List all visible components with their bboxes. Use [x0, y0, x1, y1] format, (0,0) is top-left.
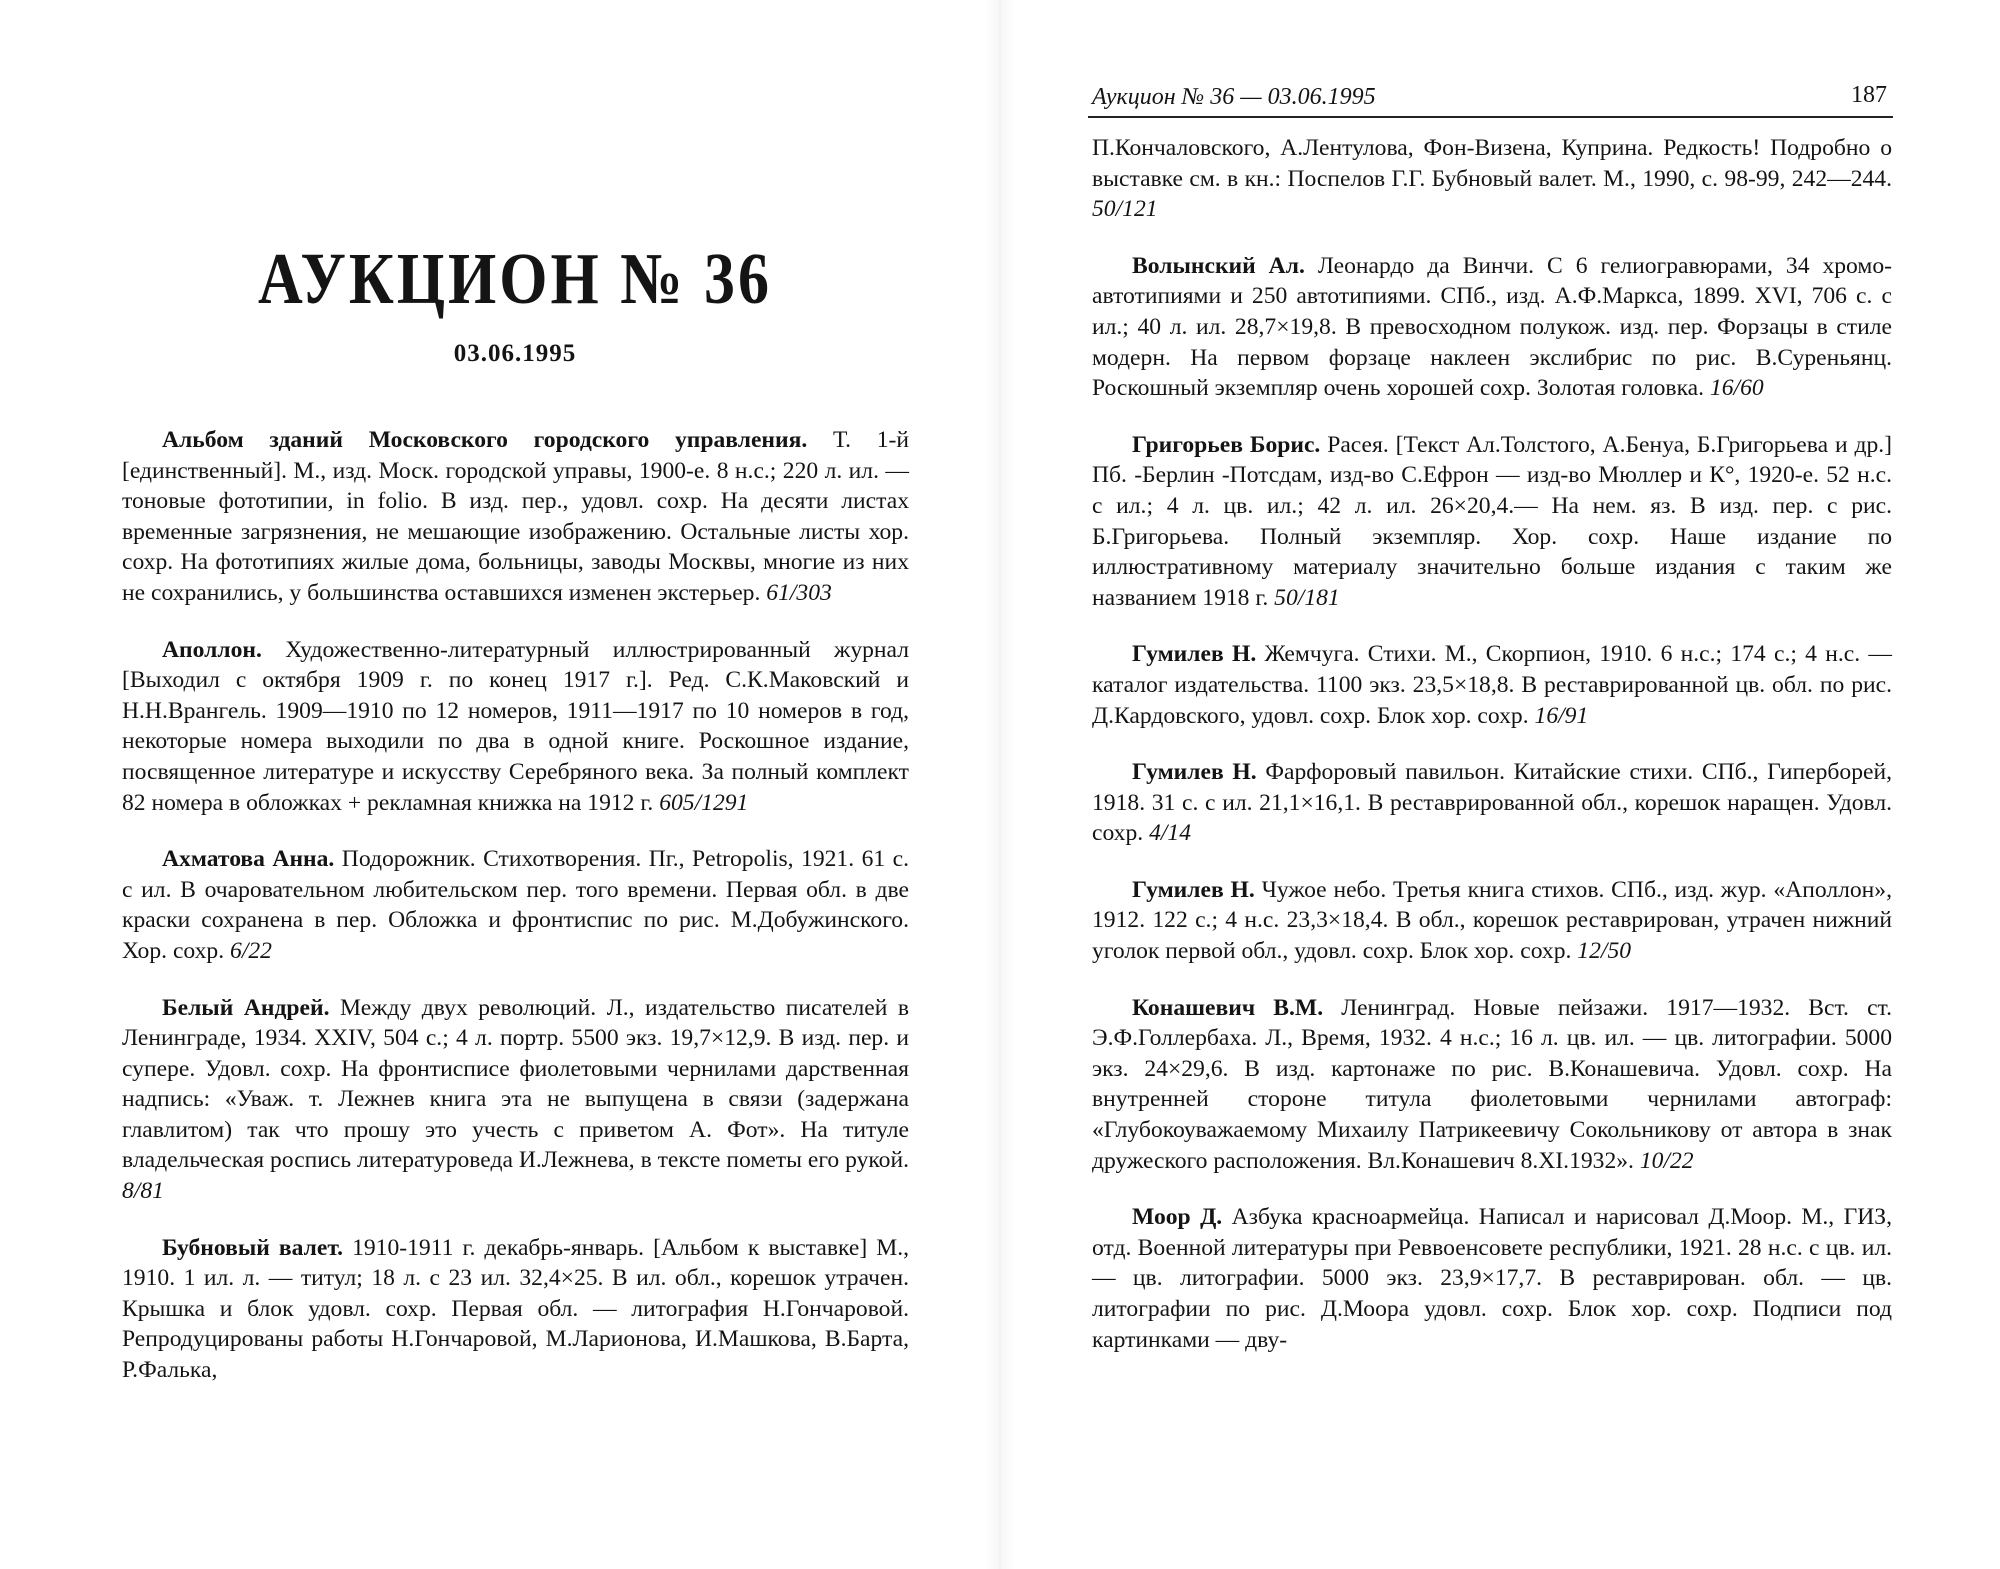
entry-text: Азбука красноармейца. Написал и нарисовал Д.Моор. М., ГИЗ, отд. Военной литературы при Реввоенсовете республики, 1921. 28 н.с. с цв. ил. — цв. литографии. 5000 экз. 23,9×17,7. В реставрирован. обл. — цв. литографии по рис. Д.Моора удовл. сохр. Блок хор. сохр. Подписи под картинками — дву- [1092, 1204, 1892, 1353]
entry-author: Гумилев Н. [1132, 641, 1257, 668]
entry-text: П.Кончаловского, А.Лентулова, Фон-Визена, Куприна. Редкость! Подробно о выставке см. в кн.: Поспелов Г.Г. Бубновый валет. М., 1990, с. 98-99, 242—244. [1092, 135, 1892, 192]
entry-text: Расея. [Текст Ал.Толстого, А.Бенуа, Б.Григорьева и др.] Пб. -Берлин -Потсдам, изд-во С.Ефрон — изд-во Мюллер и К°, 1920-е. 52 н.с. с ил.; 4 л. цв. ил.; 42 л. ил. 26×20,4.— На нем. яз. В изд. пер. с рис. Б.Григорьева. Полный экземпляр. Хор. сохр. Наше издание по иллюстративному материалу значительно больше издания с таким же названием 1918 г. [1092, 431, 1892, 611]
entry-price: 10/22 [1639, 1147, 1694, 1174]
catalog-entry [1092, 251, 1892, 404]
page-number: 187 [1851, 82, 1887, 108]
entry-price: 8/81 [122, 1178, 164, 1205]
running-head [1088, 82, 1893, 118]
catalog-entry [1092, 757, 1892, 849]
entry-text: Т. 1-й [единственный]. М., изд. Моск. городской управы, 1900-е. 8 н.с.; 220 л. ил. — тоновые фототипии, in folio. В изд. пер., удовл. сохр. На десяти листах временные загрязнения, не мешающие изображению. Остальные листы хор. сохр. На фототипиях жилые дома, больницы, заводы Москвы, многие из них не сохранились, у большинства оставшихся изменен экстерьер. [122, 427, 909, 606]
entry-price: 16/91 [1534, 702, 1589, 729]
entry-author: Моор Д. [1132, 1204, 1223, 1231]
catalog-entry [1092, 639, 1892, 731]
entry-author: Григорьев Борис. [1132, 431, 1321, 458]
entry-price: 61/303 [766, 579, 832, 606]
right-column [1092, 133, 1892, 1381]
entry-price: 16/60 [1709, 375, 1764, 402]
catalog-entry [1092, 1202, 1892, 1355]
entry-author: Гумилев Н. [1132, 876, 1255, 903]
entry-author: Альбом зданий Московского городского управления. [162, 427, 808, 453]
catalog-entry [122, 635, 909, 819]
entry-author: Аполлон. [162, 636, 262, 663]
entry-price: 4/14 [1149, 820, 1192, 847]
entry-text: 1910-1911 г. декабрь-январь. [Альбом к выставке] М., 1910. 1 ил. л. — титул; 18 л. с 23 ил. 32,4×25. В ил. обл., корешок утрачен. Крышка и блок удовл. сохр. Первая обл. — литография Н.Гончаровой. Репродуцированы работы Н.Гончаровой, М.Ларионова, И.Машкова, В.Барта, Р.Фалька, [122, 1234, 909, 1384]
entry-author: Волынский Ал. [1132, 252, 1305, 279]
catalog-entry [1092, 993, 1892, 1177]
entry-author: Конашевич В.М. [1132, 994, 1324, 1021]
entry-text: Ленинград. Новые пейзажи. 1917—1932. Вст. ст. Э.Ф.Голлербаха. Л., Время, 1932. 4 н.с.; 16 л. цв. ил. — цв. литографии. 5000 экз. 24×29,6. В изд. картонаже по рис. В.Конашевича. Удовл. сохр. На внутренней стороне титула фиолетовыми чернилами автограф: «Глубокоуважаемому Михаилу Патрикеевичу Сокольникову от автора в знак дружеского расположения. Вл.Конашевич 8.XI.1932». [1092, 994, 1892, 1174]
left-column [122, 425, 909, 1412]
entry-text: Между двух революций. Л., издательство писателей в Ленинграде, 1934. XXIV, 504 с.; 4 л. портр. 5500 экз. 19,7×12,9. В изд. пер. и супере. Удовл. сохр. На фронтисписе фиолетовыми чернилами дарственная надпись: «Уваж. т. Лежнев книга эта не выпущена в связи (задержана главлитом) так что прошу это учесть с приветом А. Фот». На титуле владельческая роспись литературоведа И.Лежнева, в тексте пометы его рукой. [122, 994, 909, 1174]
running-head-title: Аукцион № 36 — 03.06.1995 [1092, 84, 1376, 110]
catalog-entry [122, 1233, 909, 1386]
entry-author: Ахматова Анна. [162, 846, 335, 873]
entry-price: 605/1291 [659, 789, 749, 816]
entry-price: 50/121 [1092, 196, 1158, 223]
entry-price: 6/22 [230, 937, 272, 964]
catalog-entry [122, 844, 909, 966]
catalog-entry [122, 425, 909, 609]
entry-author: Гумилев Н. [1132, 759, 1257, 786]
auction-date: 03.06.1995 [453, 340, 577, 367]
catalog-entry [122, 993, 909, 1207]
entry-author: Бубновый валет. [162, 1234, 344, 1261]
catalog-entry-continuation [1092, 133, 1892, 225]
catalog-entry [1092, 430, 1892, 614]
auction-title: АУКЦИОН № 36 [258, 239, 772, 320]
entry-price: 50/181 [1274, 584, 1340, 611]
entry-text: Фарфоровый павильон. Китайские стихи. СПб., Гиперборей, 1918. 31 с. с ил. 21,1×16,1. В реставрированной обл., корешок наращен. Удовл. сохр. [1092, 759, 1892, 847]
catalog-entry [1092, 875, 1892, 967]
entry-price: 12/50 [1577, 938, 1632, 965]
entry-text: Подорожник. Стихотворения. Пг., Petropolis, 1921. 61 с. с ил. В очаровательном любительском пер. того времени. Первая обл. в две краски сохранена в пер. Обложка и фронтиспис по рис. М.Добужинского. Хор. сохр. [122, 846, 910, 964]
entry-text: Жемчуга. Стихи. М., Скорпион, 1910. 6 н.с.; 174 с.; 4 н.с. — каталог издательства. 1100 экз. 23,5×18,8. В реставрированной цв. обл. по рис. Д.Кардовского, удовл. сохр. Блок хор. сохр. [1092, 641, 1892, 729]
entry-author: Белый Андрей. [162, 994, 330, 1021]
entry-text: Чужое небо. Третья книга стихов. СПб., изд. жур. «Аполлон», 1912. 122 с.; 4 н.с. 23,3×18,4. В обл., корешок реставрирован, утрачен нижний уголок первой обл., удовл. сохр. Блок хор. сохр. [1092, 876, 1892, 965]
entry-text: Леонардо да Винчи. С 6 гелиогравюрами, 34 хромо-автотипиями и 250 автотипиями. СПб., изд. А.Ф.Маркса, 1899. XVI, 706 с. с ил.; 40 л. ил. 28,7×19,8. В превосходном полукож. изд. пер. Форзацы в стиле модерн. На первом форзаце наклеен экслибрис по рис. В.Суреньянц. Роскошный экземпляр очень хорошей сохр. Золотая головка. [1092, 252, 1892, 402]
entry-text: Художественно-литературный иллюстрированный журнал [Выходил с октября 1909 г. по конец 1917 г.]. Ред. С.К.Маковский и Н.Н.Врангель. 1909—1910 по 12 номеров, 1911—1917 по 10 номеров в год, некоторые номера выходили по два в одной книге. Роскошное издание, посвященное литературе и искусству Серебряного века. За полный комплект 82 номера в обложках + рекламная книжка на 1912 г. [122, 636, 909, 816]
